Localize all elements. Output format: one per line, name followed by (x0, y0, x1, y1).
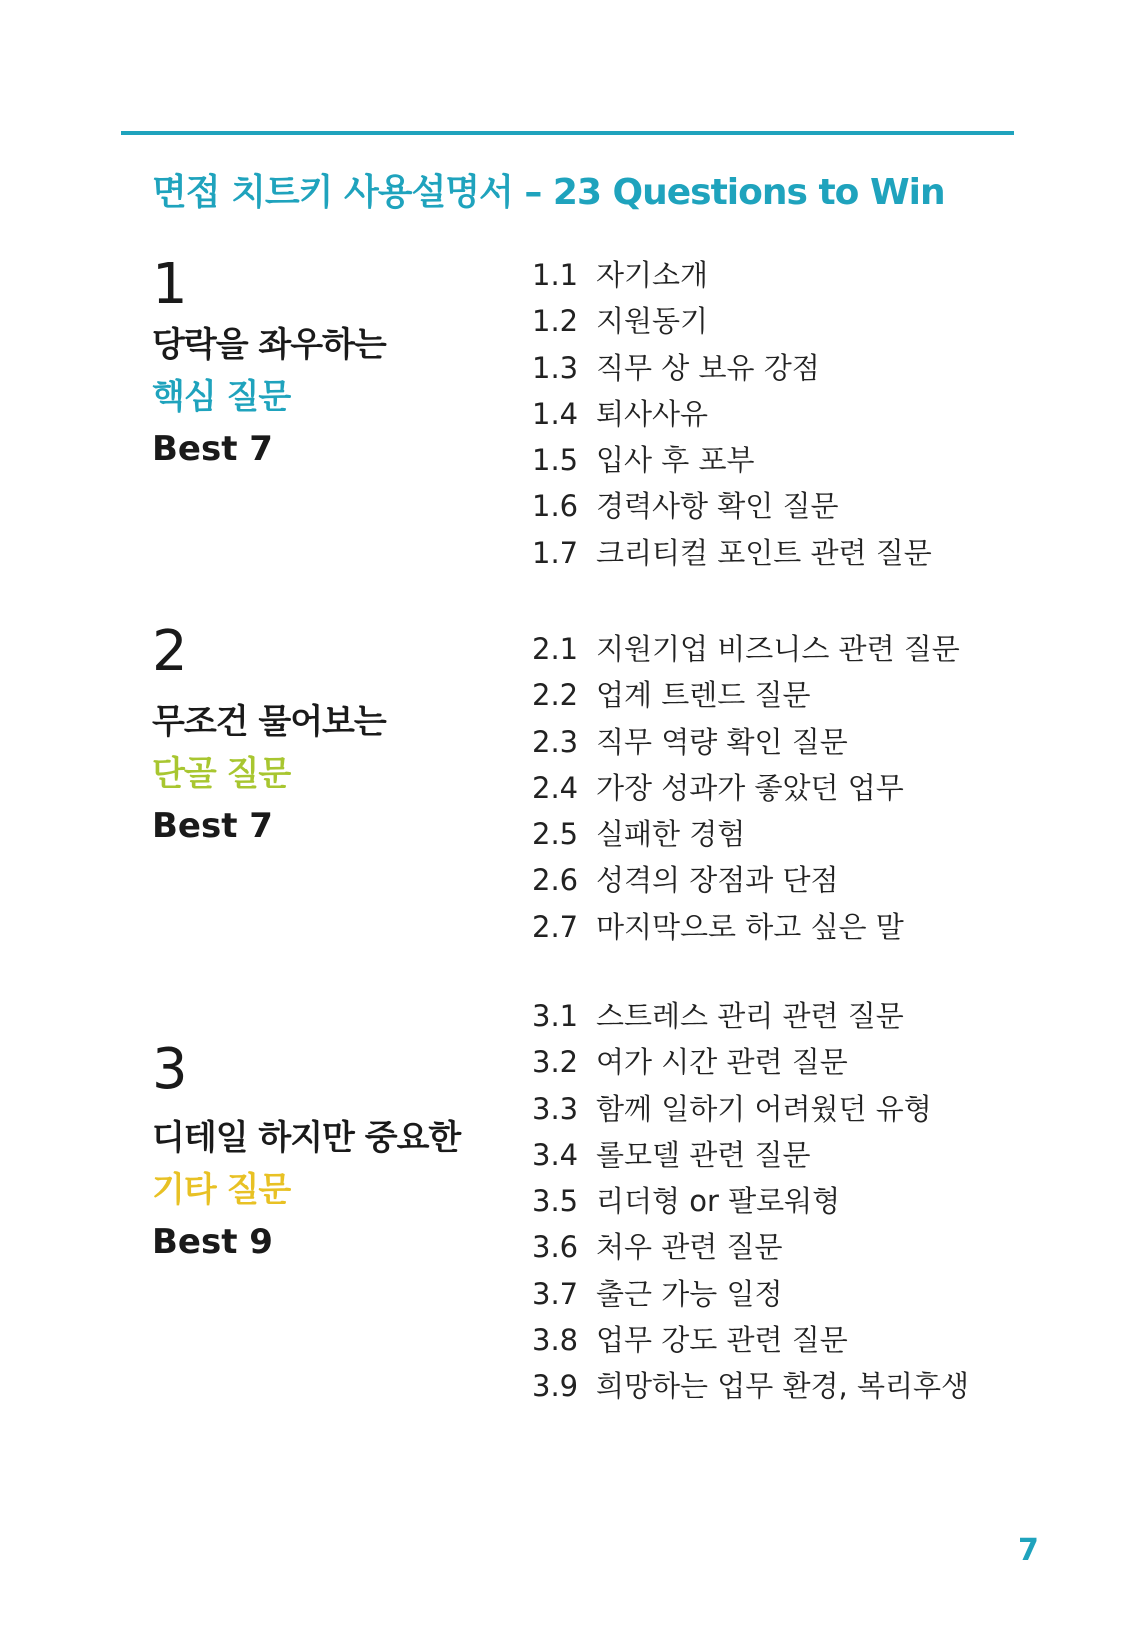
list-item[interactable] (532, 298, 932, 344)
list-item[interactable] (532, 252, 932, 298)
page-number: 7 (1018, 1533, 1039, 1568)
item-title: 여가 시간 관련 질문 (596, 1045, 848, 1080)
list-item[interactable] (532, 345, 932, 391)
item-title: 실패한 경험 (596, 817, 746, 852)
item-title: 가장 성과가 좋았던 업무 (596, 770, 904, 805)
item-title: 직무 역량 확인 질문 (596, 724, 848, 759)
item-number: 3.8 (532, 1323, 579, 1358)
section-highlight: 기타 질문 (152, 1170, 291, 1210)
item-title: 롤모델 관련 질문 (596, 1137, 811, 1172)
item-number: 2.1 (532, 632, 579, 666)
document-title: 면접 치트키 사용설명서 – 23 Questions to Win (152, 172, 945, 213)
item-number: 3.1 (532, 999, 579, 1033)
list-item[interactable] (532, 626, 960, 672)
item-number: 2.4 (532, 770, 579, 805)
list-item[interactable] (532, 1039, 969, 1085)
item-number: 3.9 (532, 1369, 579, 1404)
section-best-count: Best 9 (152, 1222, 273, 1262)
list-item[interactable] (532, 483, 932, 529)
list-item[interactable] (532, 1317, 969, 1363)
list-item[interactable] (532, 811, 960, 857)
list-item[interactable] (532, 904, 960, 950)
list-item[interactable] (532, 1224, 969, 1270)
list-item[interactable] (532, 1271, 969, 1317)
top-rule (121, 131, 1014, 135)
list-item[interactable] (532, 437, 932, 483)
list-item[interactable] (532, 1363, 969, 1409)
section-1-heading (152, 252, 502, 475)
item-number: 2.3 (532, 724, 579, 759)
item-number: 1.7 (532, 535, 579, 570)
list-item[interactable] (532, 765, 960, 811)
item-number: 3.4 (532, 1137, 579, 1172)
item-title: 성격의 장점과 단점 (596, 863, 839, 898)
list-item[interactable] (532, 530, 932, 576)
section-number: 2 (152, 619, 188, 684)
section-subtitle: 디테일 하지만 중요한 (152, 1118, 461, 1158)
section-best-count: Best 7 (152, 429, 273, 469)
item-title: 처우 관련 질문 (596, 1230, 783, 1265)
section-3-heading (152, 1037, 502, 1268)
item-number: 2.5 (532, 817, 579, 852)
item-title: 크리티컬 포인트 관련 질문 (596, 535, 932, 570)
item-number: 1.2 (532, 304, 579, 339)
list-item[interactable] (532, 1178, 969, 1224)
item-title: 스트레스 관리 관련 질문 (596, 999, 904, 1033)
item-number: 2.6 (532, 863, 579, 898)
section-1-list (532, 252, 932, 576)
list-item[interactable] (532, 993, 969, 1039)
section-3-list (532, 993, 969, 1410)
list-item[interactable] (532, 391, 932, 437)
item-number: 1.3 (532, 350, 579, 385)
section-highlight: 단골 질문 (152, 754, 291, 794)
section-number: 3 (152, 1037, 188, 1102)
item-title: 지원동기 (596, 304, 709, 339)
section-highlight: 핵심 질문 (152, 377, 291, 417)
item-number: 3.6 (532, 1230, 579, 1265)
section-2-heading (152, 619, 502, 852)
item-title: 직무 상 보유 강점 (596, 350, 820, 385)
item-title: 업계 트렌드 질문 (596, 678, 811, 713)
list-item[interactable] (532, 719, 960, 765)
item-title: 퇴사사유 (596, 396, 709, 431)
item-title: 자기소개 (596, 258, 709, 292)
item-title: 리더형 or 팔로워형 (596, 1184, 841, 1219)
list-item[interactable] (532, 1132, 969, 1178)
section-subtitle: 당락을 좌우하는 (152, 325, 386, 365)
list-item[interactable] (532, 1086, 969, 1132)
item-number: 1.4 (532, 396, 579, 431)
item-number: 3.5 (532, 1184, 579, 1219)
section-best-count: Best 7 (152, 806, 273, 846)
item-number: 3.2 (532, 1045, 579, 1080)
item-title: 출근 가능 일정 (596, 1276, 783, 1311)
section-subtitle: 무조건 물어보는 (152, 702, 386, 742)
item-number: 2.7 (532, 909, 579, 944)
item-title: 업무 강도 관련 질문 (596, 1323, 848, 1358)
item-title: 경력사항 확인 질문 (596, 489, 839, 524)
list-item[interactable] (532, 857, 960, 903)
item-title: 입사 후 포부 (596, 443, 755, 478)
section-2-list (532, 626, 960, 950)
item-number: 2.2 (532, 678, 579, 713)
item-number: 1.5 (532, 443, 579, 478)
item-number: 3.7 (532, 1276, 579, 1311)
item-title: 지원기업 비즈니스 관련 질문 (596, 632, 960, 666)
item-number: 1.6 (532, 489, 579, 524)
item-title: 희망하는 업무 환경, 복리후생 (596, 1369, 970, 1404)
item-title: 마지막으로 하고 싶은 말 (596, 909, 904, 944)
item-number: 1.1 (532, 258, 579, 292)
section-number: 1 (152, 252, 188, 317)
item-title: 함께 일하기 어려웠던 유형 (596, 1091, 932, 1126)
item-number: 3.3 (532, 1091, 579, 1126)
list-item[interactable] (532, 672, 960, 718)
